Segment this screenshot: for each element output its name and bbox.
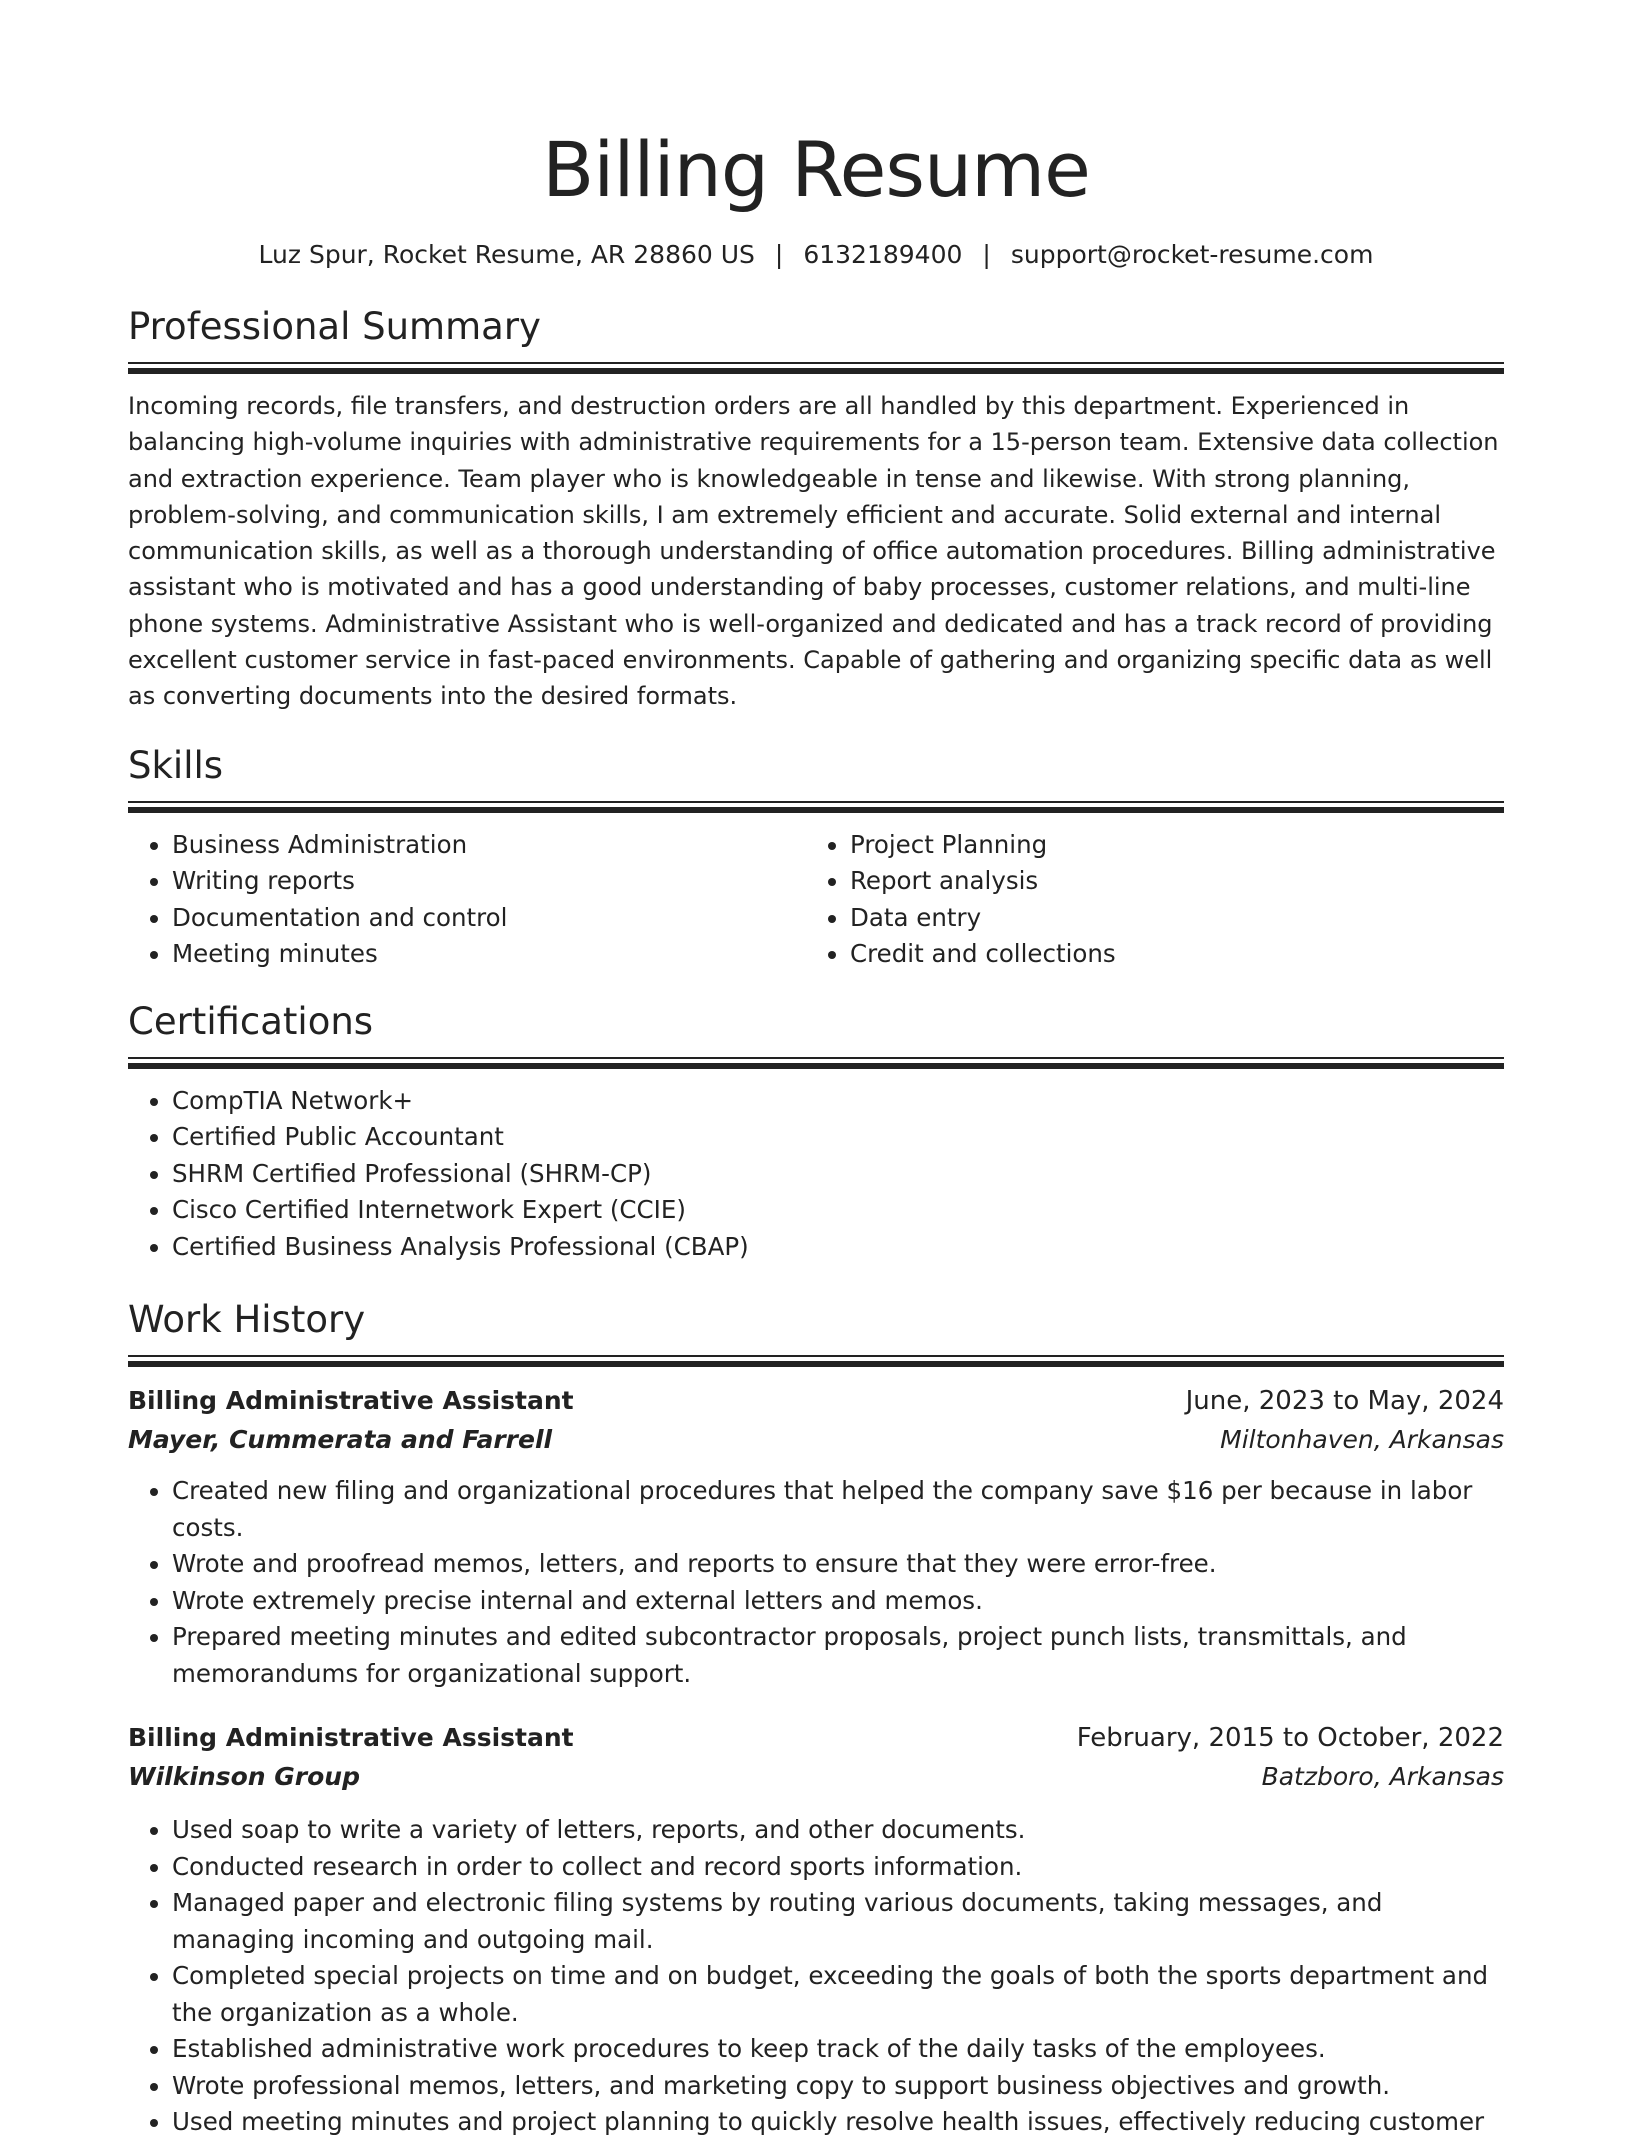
work-history-section xyxy=(128,1295,1504,2141)
section-title-skills: Skills xyxy=(128,743,224,787)
contact-address: Luz Spur, Rocket Resume, AR 28860 US xyxy=(258,240,755,269)
job-subheader xyxy=(128,1421,1504,1459)
skills-list-left xyxy=(128,827,806,973)
job-bullet: • Prepared meeting minutes and edited subcontractor proposals, project punch lists, transmittals, and memorandums for organizational support. xyxy=(172,1619,1504,1692)
job-bullet: • Conducted research in order to collect and record sports information. xyxy=(172,1849,1504,1886)
certification-item: • Certified Public Accountant xyxy=(172,1119,1504,1156)
skill-item: • Credit and collections xyxy=(850,936,1484,973)
certifications-section xyxy=(128,997,1504,1266)
job-title: Billing Administrative Assistant xyxy=(128,1723,574,1753)
job-bullet: • Created new filing and organizational procedures that helped the company save $16 per because in labor costs. xyxy=(172,1473,1504,1546)
section-title-work-history: Work History xyxy=(128,1298,366,1342)
job-entry xyxy=(128,1381,1504,1692)
summary-section xyxy=(128,302,1504,715)
skills-columns xyxy=(128,827,1504,973)
contact-separator: | xyxy=(774,240,784,269)
summary-text: Incoming records, file transfers, and destruction orders are all handled by this department. Experienced in balancing high-volume inquiries with administrative requirements for a 15-person team. Extensive data collection and extraction experience. Team player who is knowledgeable in tense and likewise. With strong planning, problem-solving, and communication skills, I am extremely efficient and accurate. Solid external and internal communication skills, as well as a thorough understanding of office automation procedures. Billing administrative assistant who is motivated and has a good understanding of baby processes, customer relations, and multi-line phone systems. Administrative Assistant who is well-organized and dedicated and has a track record of providing excellent customer service in fast-paced environments. Capable of gathering and organizing specific data as well as converting documents into the desired formats. xyxy=(128,392,1499,711)
job-location: Batzboro, Arkansas xyxy=(1261,1762,1504,1792)
contact-email: support@rocket-resume.com xyxy=(1010,240,1374,269)
skill-item: • Project Planning xyxy=(850,827,1484,864)
job-subheader xyxy=(128,1758,1504,1796)
certifications-list xyxy=(128,1083,1504,1266)
job-dates: June, 2023 to May, 2024 xyxy=(1185,1386,1504,1417)
skills-list-right xyxy=(806,827,1484,973)
certification-item: • SHRM Certified Professional (SHRM-CP) xyxy=(172,1156,1504,1193)
resume-title: Billing Resume xyxy=(542,125,1090,214)
job-bullet: • Wrote extremely precise internal and external letters and memos. xyxy=(172,1583,1504,1620)
job-header xyxy=(128,1381,1504,1421)
certification-item: • CompTIA Network+ xyxy=(172,1083,1504,1120)
skill-item: • Business Administration xyxy=(172,827,806,864)
section-divider xyxy=(128,1355,1504,1367)
job-title: Billing Administrative Assistant xyxy=(128,1386,574,1416)
job-bullet: • Used soap to write a variety of letters, reports, and other documents. xyxy=(172,1812,1504,1849)
job-bullet: • Wrote and proofread memos, letters, and reports to ensure that they were error-free. xyxy=(172,1546,1504,1583)
contact-phone: 6132189400 xyxy=(803,240,963,269)
resume-page xyxy=(128,0,1504,2141)
section-title-summary: Professional Summary xyxy=(128,305,541,348)
job-company: Mayer, Cummerata and Farrell xyxy=(128,1425,553,1455)
job-entry xyxy=(128,1718,1504,2141)
job-bullet: • Managed paper and electronic filing systems by routing various documents, taking messages, and managing incoming and outgoing mail. xyxy=(172,1885,1504,1958)
skills-section xyxy=(128,741,1504,973)
contact-separator: | xyxy=(982,240,991,269)
skill-item: • Writing reports xyxy=(172,863,806,900)
job-bullet: • Used meeting minutes and project planning to quickly resolve health issues, effectively reducing customer xyxy=(172,2104,1504,2141)
section-title-certifications: Certifications xyxy=(128,999,374,1043)
certification-item: • Cisco Certified Internetwork Expert (CCIE) xyxy=(172,1192,1504,1229)
job-bullet: • Established administrative work procedures to keep track of the daily tasks of the employees. xyxy=(172,2031,1504,2068)
contact-line xyxy=(128,238,1504,272)
skill-item: • Data entry xyxy=(850,900,1484,937)
job-bullets xyxy=(128,1473,1504,1692)
job-bullet: • Completed special projects on time and on budget, exceeding the goals of both the sports department and the organization as a whole. xyxy=(172,1958,1504,2031)
section-divider xyxy=(128,801,1504,813)
job-bullets xyxy=(128,1812,1504,2141)
section-divider xyxy=(128,362,1504,374)
job-company: Wilkinson Group xyxy=(128,1762,360,1792)
job-location: Miltonhaven, Arkansas xyxy=(1220,1425,1504,1455)
skill-item: • Report analysis xyxy=(850,863,1484,900)
job-dates: February, 2015 to October, 2022 xyxy=(1076,1723,1504,1754)
job-header xyxy=(128,1718,1504,1758)
section-divider xyxy=(128,1057,1504,1069)
skill-item: • Meeting minutes xyxy=(172,936,806,973)
job-bullet: • Wrote professional memos, letters, and marketing copy to support business objectives and growth. xyxy=(172,2068,1504,2105)
certification-item: • Certified Business Analysis Professional (CBAP) xyxy=(172,1229,1504,1266)
skill-item: • Documentation and control xyxy=(172,900,806,937)
